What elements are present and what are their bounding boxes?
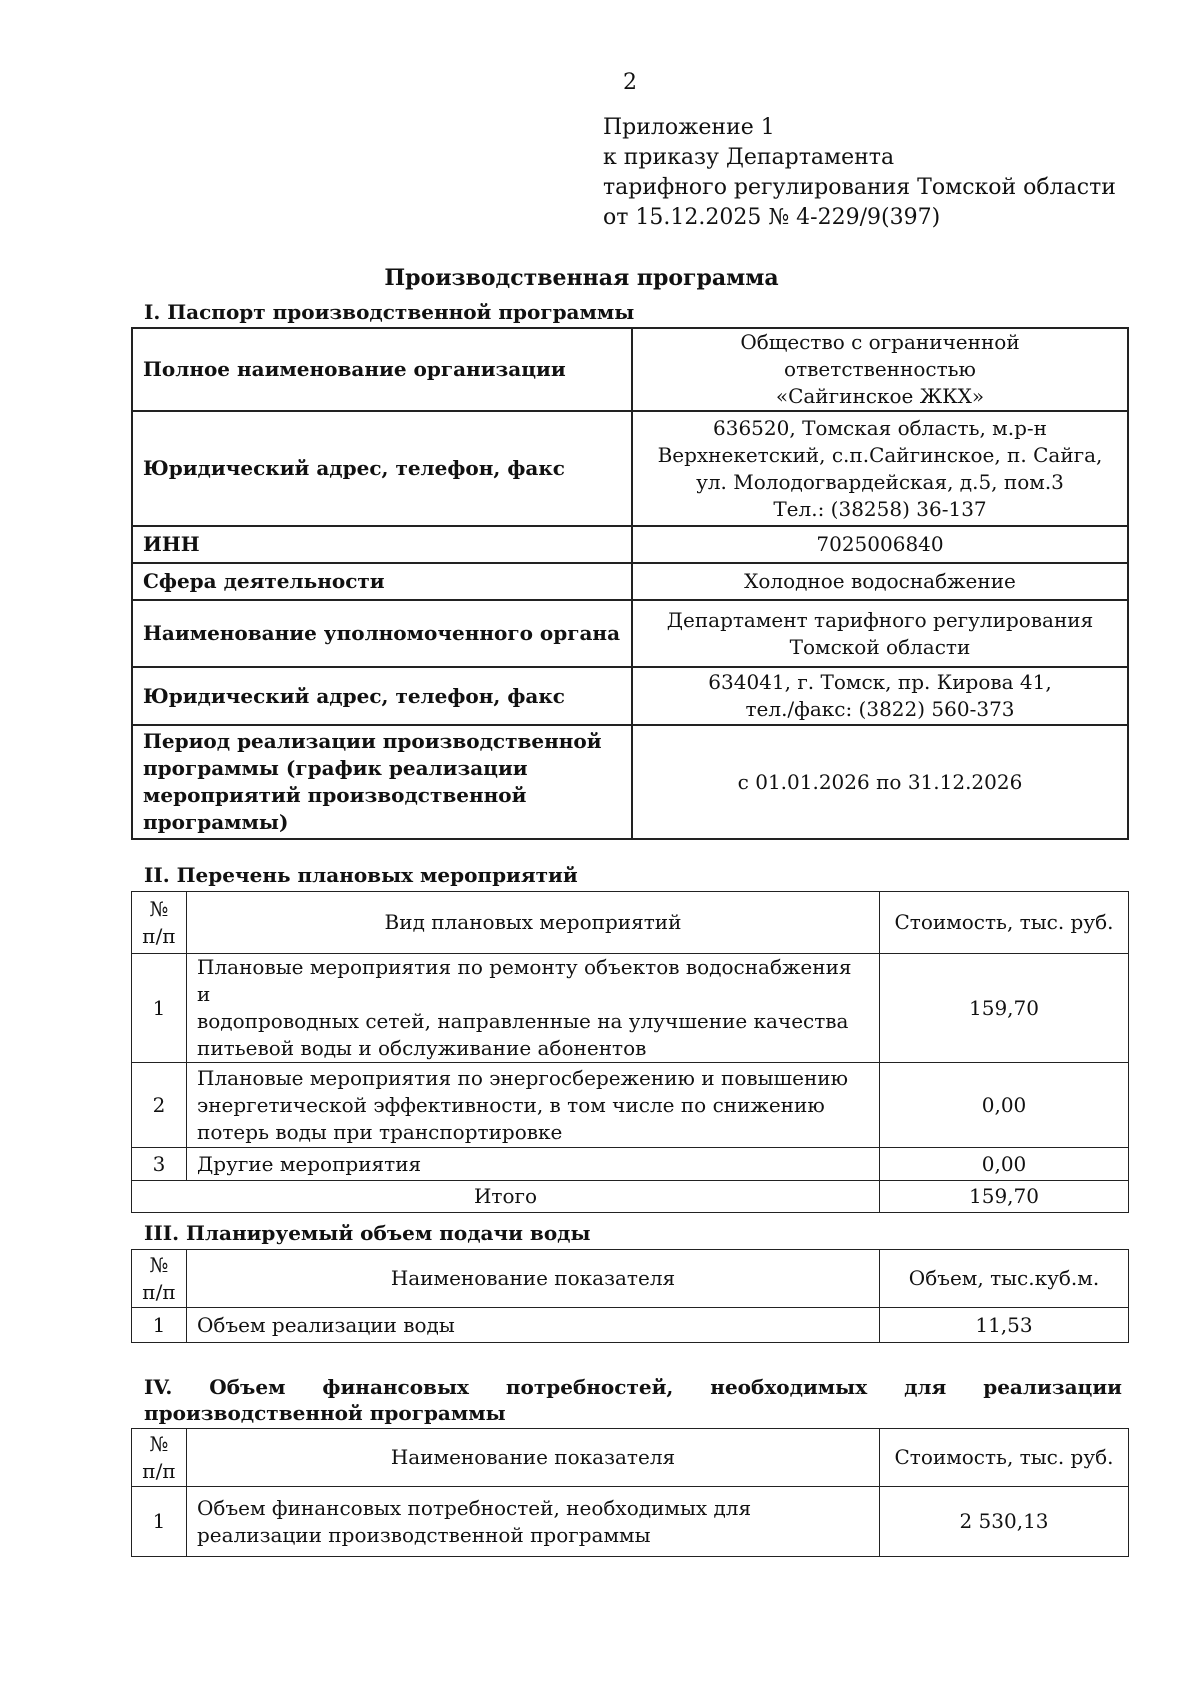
header-cost: Стоимость, тыс. руб. <box>880 892 1129 954</box>
total-cost: 159,70 <box>880 1181 1129 1213</box>
value-line: Верхнекетский, с.п.Сайгинское, п. Сайга, <box>657 442 1103 467</box>
passport-value <box>632 411 1128 526</box>
header-cost: Стоимость, тыс. руб. <box>880 1429 1129 1487</box>
header-line: п/п <box>142 1279 176 1304</box>
page-number: 2 <box>623 70 637 95</box>
header-name: Наименование показателя <box>187 1250 880 1308</box>
table-row <box>132 526 1128 563</box>
label-line: программы (график реализации <box>143 756 528 780</box>
row-cost: 0,00 <box>880 1148 1129 1181</box>
row-num: 3 <box>132 1148 187 1181</box>
table-row <box>132 1487 1129 1557</box>
table-header-row <box>132 892 1129 954</box>
table-row <box>132 1308 1129 1343</box>
table-row <box>132 954 1129 1063</box>
table-total-row <box>132 1181 1129 1213</box>
value-line: «Сайгинское ЖКХ» <box>775 384 985 408</box>
passport-value <box>632 725 1128 839</box>
section-4-title: IV. Объем финансовых потребностей, необходимых для реализации производственной программы <box>144 1375 1122 1425</box>
row-name <box>187 1148 880 1181</box>
value-line: 7025006840 <box>816 532 944 556</box>
row-name-line: Плановые мероприятия по энергосбережению и повышению <box>197 1065 849 1090</box>
header-name: Вид плановых мероприятий <box>187 892 880 954</box>
value-line: Тел.: (38258) 36-137 <box>773 496 987 521</box>
table-header-row <box>132 1429 1129 1487</box>
passport-value <box>632 563 1128 600</box>
row-name <box>187 1063 880 1148</box>
row-num: 1 <box>132 954 187 1063</box>
value-line: тел./факс: (3822) 560-373 <box>745 697 1015 721</box>
header-line: № <box>149 1252 169 1277</box>
value-line: Томской области <box>789 634 971 659</box>
value-line: 634041, г. Томск, пр. Кирова 41, <box>708 670 1052 694</box>
passport-label: Сфера деятельности <box>132 563 632 600</box>
value-line: Общество с ограниченной ответственностью <box>740 330 1020 381</box>
passport-value <box>632 600 1128 667</box>
row-name-line: Плановые мероприятия по ремонту объектов водоснабжения и <box>197 955 852 1006</box>
label-line: программы) <box>143 810 289 834</box>
row-name: Объем реализации воды <box>187 1308 880 1343</box>
row-cost: 159,70 <box>880 954 1129 1063</box>
row-name-line: потерь воды при транспортировке <box>197 1119 563 1144</box>
appendix-line: тарифного регулирования Томской области <box>603 175 1116 200</box>
appendix-header <box>603 113 1116 233</box>
row-num: 1 <box>132 1308 187 1343</box>
row-cost: 0,00 <box>880 1063 1129 1148</box>
row-name-line: водопроводных сетей, направленные на улучшение качества <box>197 1009 849 1033</box>
passport-value <box>632 667 1128 725</box>
header-num <box>132 892 187 954</box>
passport-label <box>132 725 632 839</box>
document-title: Производственная программа <box>384 265 779 291</box>
header-line: № <box>149 896 169 921</box>
header-num <box>132 1250 187 1308</box>
passport-value <box>632 328 1128 411</box>
table-row <box>132 667 1128 725</box>
header-volume: Объем, тыс.куб.м. <box>880 1250 1129 1308</box>
header-name: Наименование показателя <box>187 1429 880 1487</box>
value-line: ул. Молодогвардейская, д.5, пом.3 <box>696 469 1064 494</box>
table-row <box>132 725 1128 839</box>
row-name-line: реализации производственной программы <box>197 1522 651 1547</box>
label-line: Период реализации производственной <box>143 729 602 753</box>
row-name-line: энергетической эффективности, в том числе по снижению <box>197 1092 825 1117</box>
row-name <box>187 954 880 1063</box>
value-line: с 01.01.2026 по 31.12.2026 <box>737 769 1023 794</box>
table-row <box>132 600 1128 667</box>
row-name-line: Другие мероприятия <box>197 1151 422 1176</box>
table-row <box>132 563 1128 600</box>
row-volume: 11,53 <box>880 1308 1129 1343</box>
row-num: 1 <box>132 1487 187 1557</box>
row-name-line: Объем финансовых потребностей, необходимых для <box>197 1495 752 1520</box>
water-volume-table <box>131 1249 1129 1343</box>
planned-measures-table <box>131 891 1129 1213</box>
appendix-line: Приложение 1 <box>603 115 775 140</box>
passport-label: Наименование уполномоченного органа <box>132 600 632 667</box>
section-3-title: III. Планируемый объем подачи воды <box>144 1221 591 1245</box>
table-header-row <box>132 1250 1129 1308</box>
table-row <box>132 328 1128 411</box>
label-line: мероприятий производственной <box>143 783 527 807</box>
section-2-title: II. Перечень плановых мероприятий <box>144 863 578 887</box>
passport-label: ИНН <box>132 526 632 563</box>
row-num: 2 <box>132 1063 187 1148</box>
header-line: п/п <box>142 923 176 948</box>
table-row <box>132 1063 1129 1148</box>
header-line: № <box>149 1431 169 1456</box>
passport-label: Полное наименование организации <box>132 328 632 411</box>
row-name <box>187 1487 880 1557</box>
appendix-line: к приказу Департамента <box>603 145 895 170</box>
value-line: Департамент тарифного регулирования <box>666 607 1094 632</box>
table-row <box>132 1148 1129 1181</box>
passport-table <box>131 327 1129 840</box>
section-1-title: I. Паспорт производственной программы <box>144 300 635 324</box>
row-cost: 2 530,13 <box>880 1487 1129 1557</box>
total-label: Итого <box>132 1181 880 1213</box>
value-line: 636520, Томская область, м.р-н <box>713 415 1047 440</box>
row-name-line: питьевой воды и обслуживание абонентов <box>197 1036 647 1060</box>
passport-value <box>632 526 1128 563</box>
table-row <box>132 411 1128 526</box>
value-line: Холодное водоснабжение <box>744 569 1016 593</box>
header-line: п/п <box>142 1458 176 1483</box>
passport-label: Юридический адрес, телефон, факс <box>132 667 632 725</box>
header-num <box>132 1429 187 1487</box>
appendix-line: от 15.12.2025 № 4-229/9(397) <box>603 205 941 230</box>
financial-needs-table <box>131 1428 1129 1557</box>
passport-label: Юридический адрес, телефон, факс <box>132 411 632 526</box>
